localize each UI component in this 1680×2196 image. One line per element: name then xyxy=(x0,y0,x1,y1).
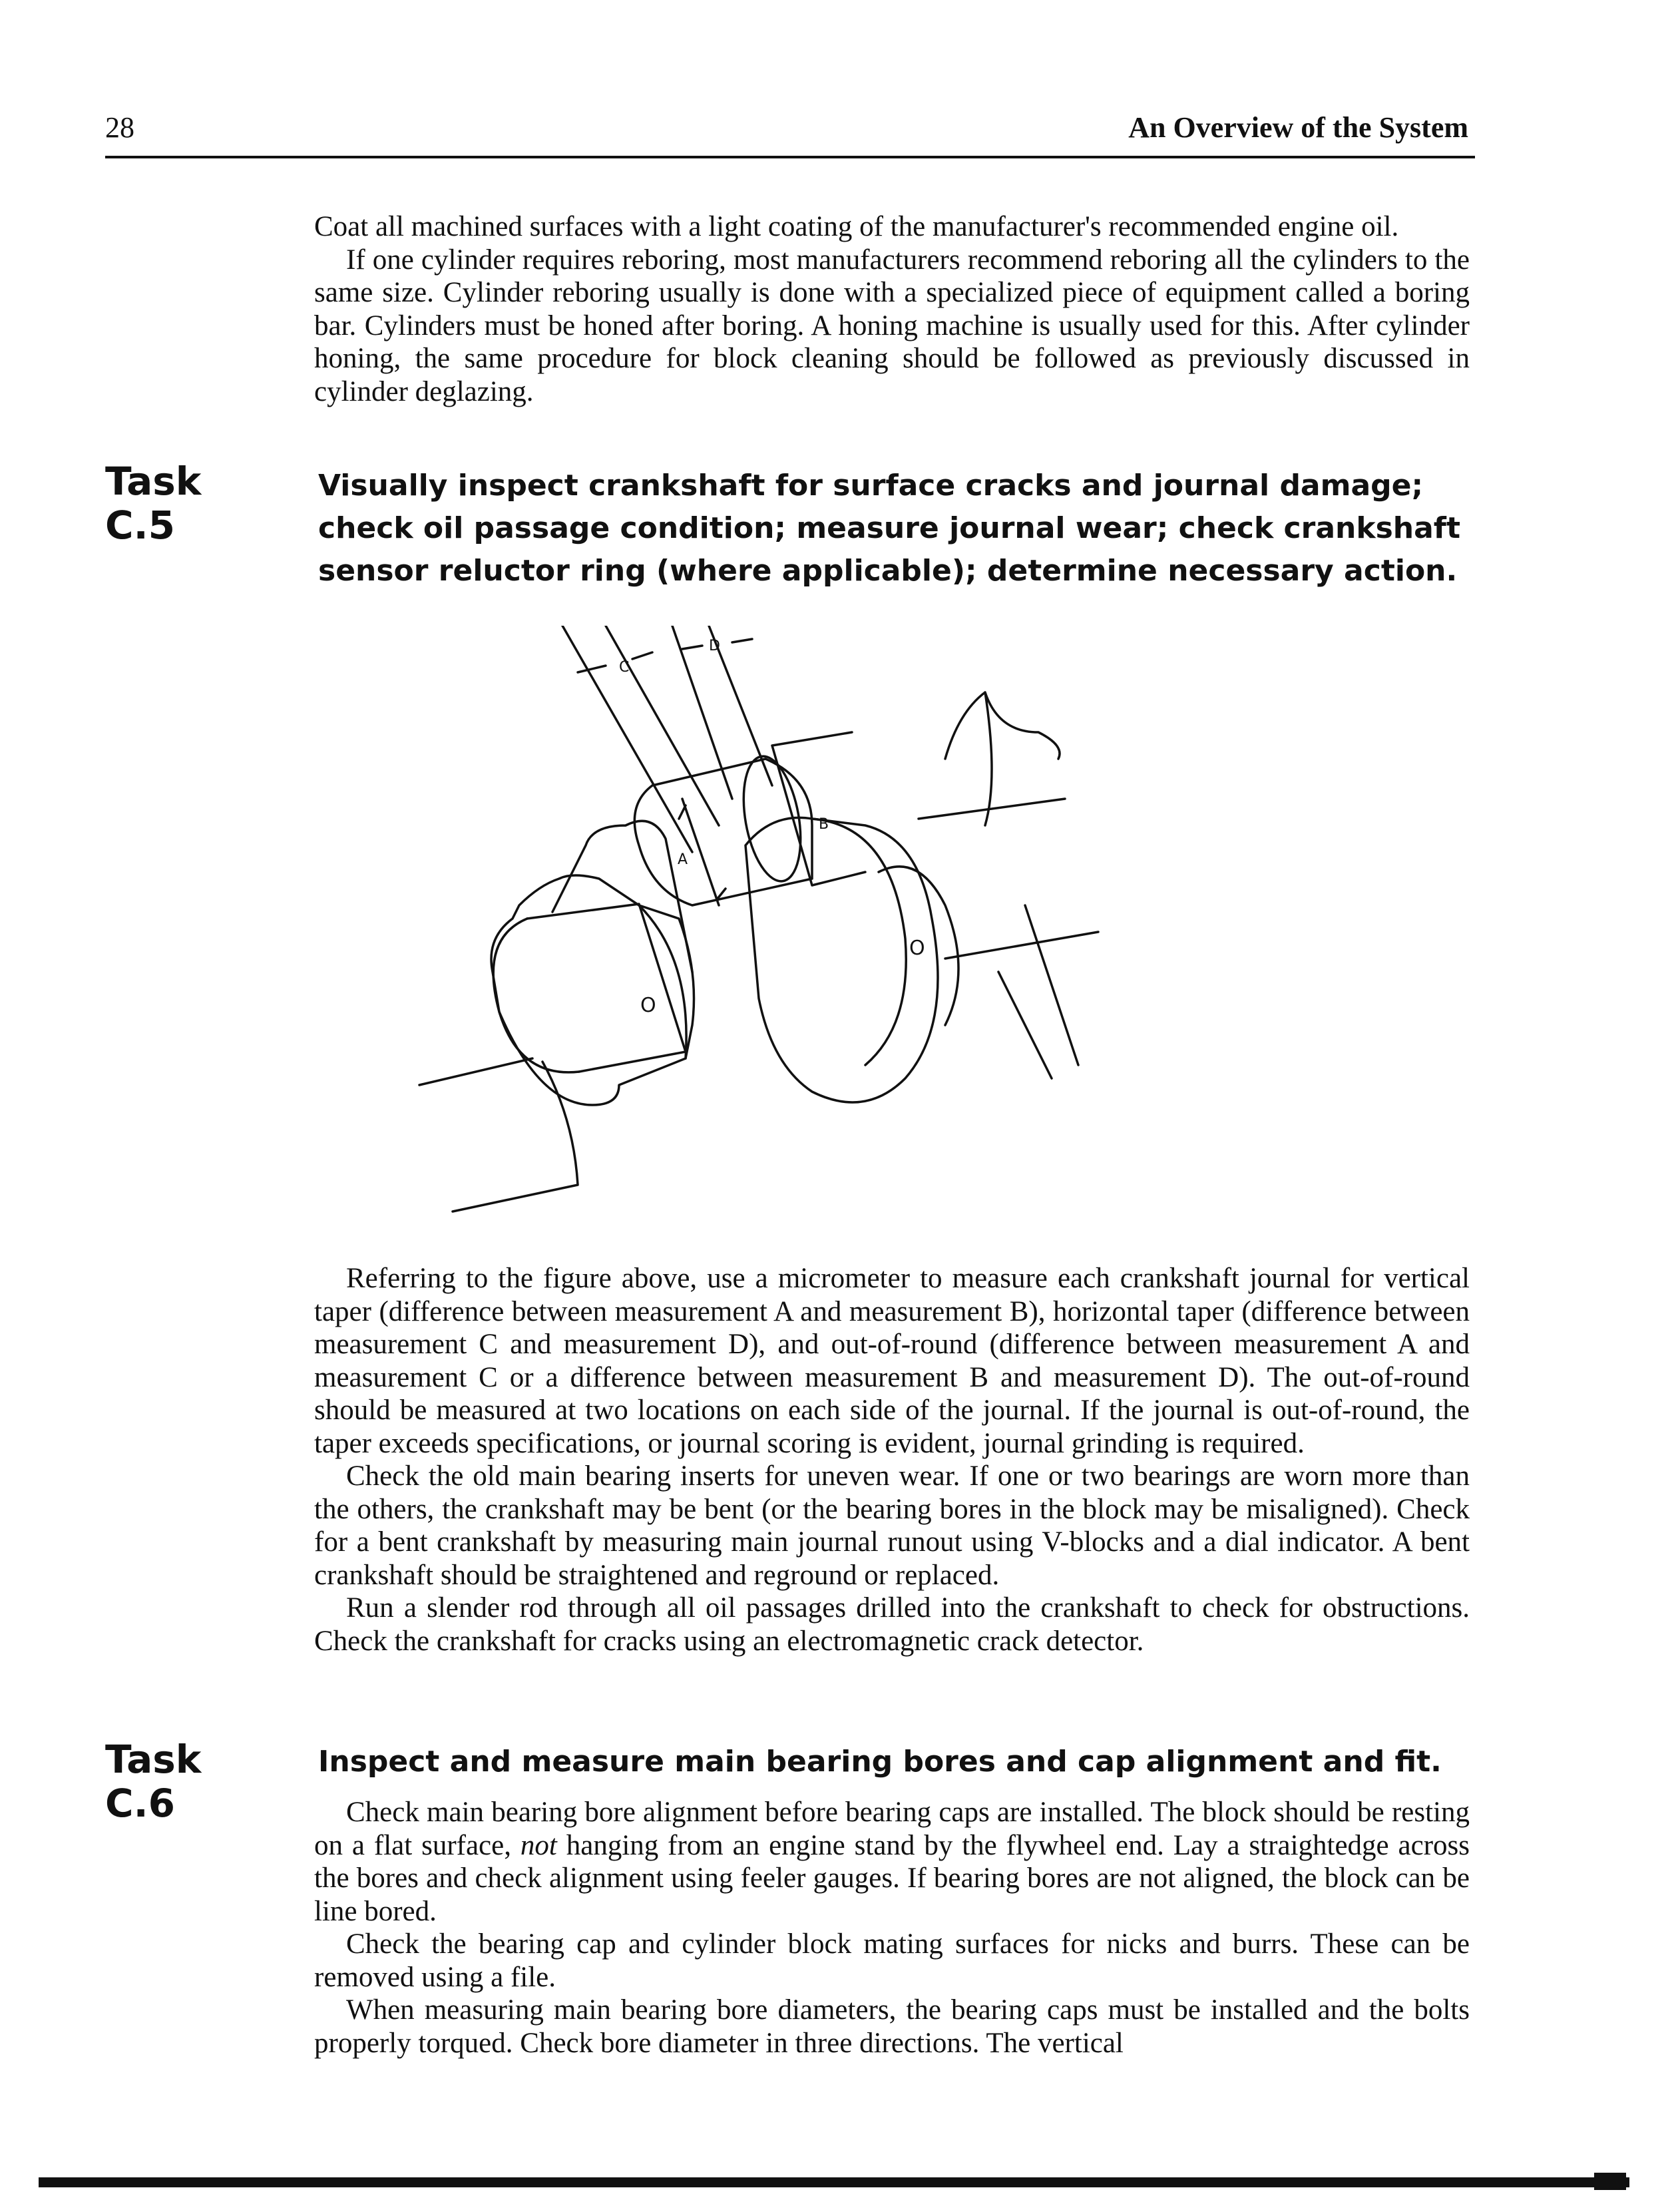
task-c6-p1-start: Check main bearing bore alignment before bearing caps are installed. The block should be resting on a flat surface, xyxy=(314,1797,1470,1861)
label-c: C xyxy=(619,659,630,676)
task-c6-paragraph-1 xyxy=(314,1796,1470,1928)
footer-rule xyxy=(39,2177,1629,2187)
crankshaft-figure xyxy=(399,626,1171,1225)
left-journal-face xyxy=(493,919,579,1072)
task-c6-label-number: C.6 xyxy=(105,1781,175,1826)
task-c5-label-number: C.5 xyxy=(105,503,175,548)
task-c5-label xyxy=(105,459,201,547)
label-b: B xyxy=(819,816,829,833)
task-c6-p1-emphasis: not xyxy=(520,1829,557,1861)
task-c6-label-word: Task xyxy=(105,1737,202,1782)
right-main-journal xyxy=(879,799,1098,1025)
left-shaft xyxy=(419,1058,578,1211)
oil-hole-label-1: O xyxy=(640,994,656,1017)
task-c6-p1-end: hanging from an engine stand by the flywheel end. Lay a straightedge across the bores and check alignment using feeler gauges. If bearing bores are not aligned, the block can be line bored. xyxy=(314,1829,1470,1927)
measurement-d-lines xyxy=(672,626,772,799)
measurement-c-lines xyxy=(562,626,719,852)
left-main-journal xyxy=(527,904,686,1072)
c-arrow xyxy=(578,652,652,672)
running-header-title: An Overview of the System xyxy=(1128,111,1468,144)
task-c5-paragraph-1: Referring to the figure above, use a micrometer to measure each crankshaft journal for vertical taper (difference between measurement A and measurement B), horizontal taper (difference between measurement C and measurement D), and out-of-round (difference between measurement A and measurement C or a difference between measurement B and measurement D). The out-of-round should be measured at two locations on each side of the journal. If the journal is out-of-round, the taper exceeds specifications, or journal scoring is evident, journal grinding is required. xyxy=(314,1263,1470,1459)
right-upper-web xyxy=(945,692,1060,825)
intro-paragraph-1: Coat all machined surfaces with a light coating of the manufacturer's recommended engine oil. xyxy=(314,211,1399,242)
right-lower-arm xyxy=(998,905,1078,1078)
intro-text xyxy=(314,210,1470,408)
task-c6-heading: Inspect and measure main bearing bores and cap alignment and fit. xyxy=(318,1745,1442,1779)
task-c5-text xyxy=(314,1262,1470,1657)
task-c6-paragraph-3: When measuring main bearing bore diameters, the bearing caps must be installed and the bolts properly torqued. Check bore diameter in three directions. The vertical xyxy=(314,1994,1470,2059)
page-number: 28 xyxy=(105,111,134,144)
task-c6-paragraph-2: Check the bearing cap and cylinder block mating surfaces for nicks and burrs. These can be removed using a file. xyxy=(314,1928,1470,1993)
header-rule xyxy=(105,156,1475,158)
task-c6-text xyxy=(314,1796,1470,2060)
left-crank-web xyxy=(552,821,692,972)
task-c5-paragraph-2: Check the old main bearing inserts for uneven wear. If one or two bearings are worn more than the others, the crankshaft may be bent (or the bearing bores in the block may be misaligned). Check for a bent crankshaft by measuring main journal runout using V-blocks and a dial indicator. A bent crankshaft should be straightened and reground or replaced. xyxy=(314,1460,1470,1591)
task-c5-label-word: Task xyxy=(105,459,202,504)
task-c6-label xyxy=(105,1737,201,1825)
task-c5-paragraph-3: Run a slender rod through all oil passages drilled into the crankshaft to check for obstructions. Check the crankshaft for cracks using an electromagnetic crack detector. xyxy=(314,1592,1470,1657)
oil-hole-label-2: O xyxy=(909,937,925,960)
task-c5-heading: Visually inspect crankshaft for surface cracks and journal damage; check oil passage condition; measure journal wear; check crankshaft sensor reluctor ring (where applicable); determine necessary action. xyxy=(318,469,1460,588)
label-d: D xyxy=(709,638,720,654)
label-a: A xyxy=(678,851,688,868)
intro-paragraph-2: If one cylinder requires reboring, most manufacturers recommend reboring all the cylinders to the same size. Cylinder reboring usually is done with a specialized piece of equipment called a boring bar. Cylinders must be honed after boring. A honing machine is usually used for this. After cylinder honing, the same procedure for block cleaning should be followed as previously discussed in cylinder deglazing. xyxy=(314,244,1470,407)
footer-rule-end xyxy=(1594,2173,1626,2190)
right-crank-web xyxy=(745,817,938,1102)
measurement-b-arrow xyxy=(772,732,865,885)
